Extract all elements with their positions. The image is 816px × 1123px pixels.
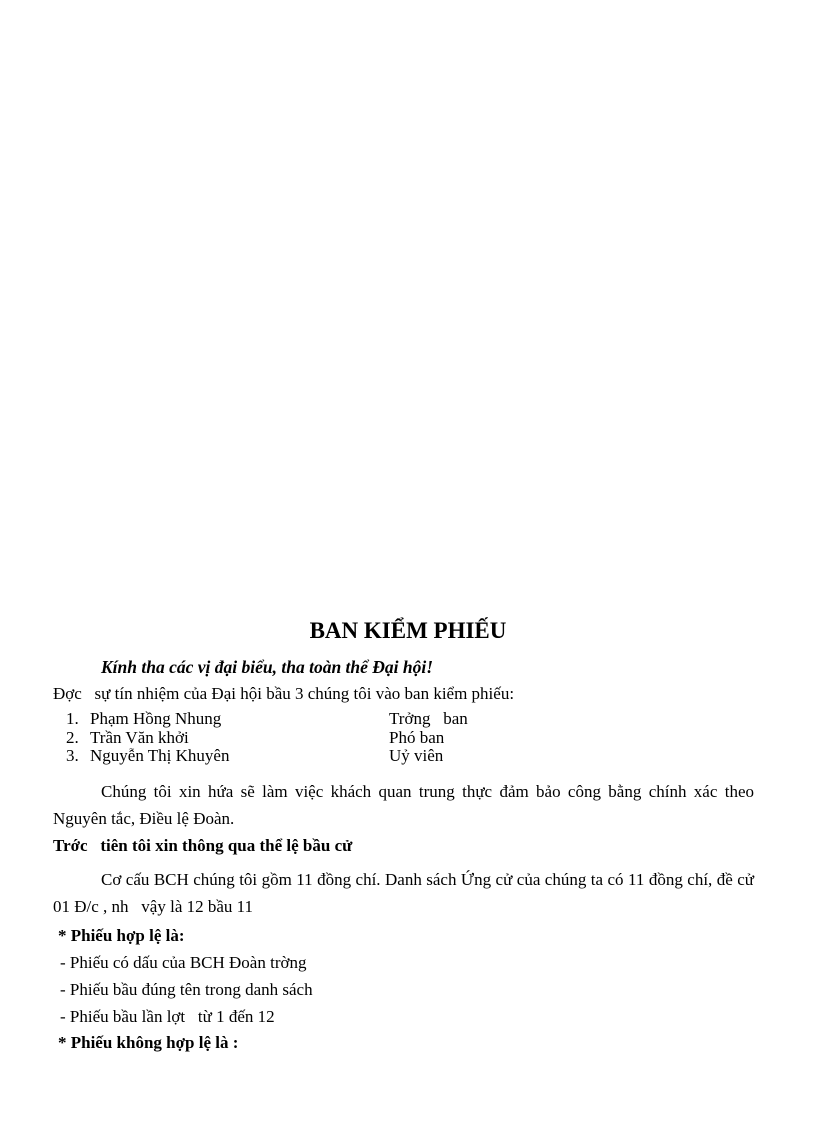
valid-heading: * Phiếu hợp lệ là: [58,926,185,945]
pledge-text: Chúng tôi xin hứa sẽ làm việc khách quan trung thực đảm bảo công bằng chính xác theo Nguyên tắc, Điều lệ Đoàn. [53,782,754,828]
list-number: 1. [66,709,79,728]
structure-text: Cơ cấu BCH chúng tôi gồm 11 đồng chí. Danh sách Ứng cử của chúng ta có 11 đồng chí, đề cử 01 Đ/c , nh vậy là 12 bầu 11 [53,870,759,916]
list-item [66,729,566,748]
invalid-heading: * Phiếu không hợp lệ là : [58,1033,239,1052]
list-number: 2. [66,727,79,747]
member-role: Trởng ban [389,709,468,728]
member-name: Trần Văn khởi [90,727,189,747]
list-item: - Phiếu bầu đúng tên trong danh sách [60,980,313,999]
list-item [66,710,566,729]
list-number: 3. [66,746,79,765]
document-title: BAN KIỂM PHIẾU [309,618,507,643]
member-name: Nguyễn Thị Khuyên [90,746,230,765]
list-item: - Phiếu có dấu của BCH Đoàn trờng [60,953,307,972]
pledge-paragraph [53,778,754,832]
intro-line: Đợc sự tín nhiệm của Đại hội bầu 3 chúng tôi vào ban kiểm phiếu: [53,684,515,703]
member-role: Uỷ viên [389,746,444,765]
structure-paragraph [53,866,759,920]
member-role: Phó ban [389,727,445,747]
list-item: - Phiếu bầu lần lợt từ 1 đến 12 [60,1007,275,1026]
member-name: Phạm Hồng Nhung [90,709,222,728]
list-item [66,747,566,766]
member-list [66,710,566,766]
greeting-line: Kính tha các vị đại biểu, tha toàn thể Đại hội! [101,657,434,677]
rules-heading: Trớc tiên tôi xin thông qua thể lệ bầu cử [53,836,353,855]
